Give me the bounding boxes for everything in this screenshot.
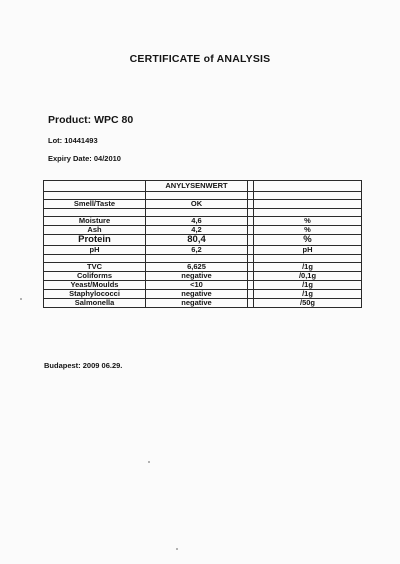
value-cell: 4,6 (146, 217, 248, 226)
table-row (44, 290, 362, 299)
value-cell: OK (146, 200, 248, 209)
unit-cell (254, 200, 362, 209)
unit-cell: % (254, 226, 362, 235)
lot-line: Lot: 10441493 (48, 136, 98, 145)
unit-cell: pH (254, 246, 362, 255)
scan-speck (20, 298, 22, 300)
value-cell (146, 192, 248, 200)
value-cell: 80,4 (146, 235, 248, 246)
unit-cell: % (254, 235, 362, 246)
unit-cell: /1g (254, 263, 362, 272)
scan-speck (148, 461, 150, 463)
table-row (44, 192, 362, 200)
param-cell: Coliforms (44, 272, 146, 281)
table-row (44, 226, 362, 235)
param-cell: Yeast/Moulds (44, 281, 146, 290)
value-cell: 6,625 (146, 263, 248, 272)
table-row (44, 209, 362, 217)
table-row (44, 235, 362, 246)
param-cell: Moisture (44, 217, 146, 226)
unit-cell: /0,1g (254, 272, 362, 281)
document-title: CERTIFICATE of ANALYSIS (129, 53, 271, 65)
unit-cell: % (254, 217, 362, 226)
param-cell (44, 255, 146, 263)
table-row (44, 299, 362, 308)
value-cell (146, 209, 248, 217)
param-cell: TVC (44, 263, 146, 272)
table-row (44, 263, 362, 272)
analysis-table (43, 180, 362, 308)
value-cell: 6,2 (146, 246, 248, 255)
value-cell (146, 255, 248, 263)
value-cell: negative (146, 299, 248, 308)
unit-cell (254, 192, 362, 200)
value-cell: negative (146, 272, 248, 281)
place-date-line: Budapest: 2009 06.29. (44, 361, 123, 370)
param-cell: Ash (44, 226, 146, 235)
value-cell: <10 (146, 281, 248, 290)
table-row (44, 281, 362, 290)
param-cell: Smell/Taste (44, 200, 146, 209)
table-header-row (44, 181, 362, 192)
table-row (44, 200, 362, 209)
expiry-line: Expiry Date: 04/2010 (48, 154, 121, 163)
header-value-cell: ANYLYSENWERT (146, 181, 248, 192)
table-row (44, 217, 362, 226)
table-row (44, 246, 362, 255)
table-row (44, 272, 362, 281)
header-param-cell (44, 181, 146, 192)
unit-cell: /50g (254, 299, 362, 308)
unit-cell: /1g (254, 290, 362, 299)
unit-cell (254, 255, 362, 263)
table-row (44, 255, 362, 263)
param-cell: Staphylococci (44, 290, 146, 299)
param-cell: Protein (44, 235, 146, 246)
scan-speck (176, 548, 178, 550)
value-cell: 4,2 (146, 226, 248, 235)
unit-cell (254, 209, 362, 217)
unit-cell: /1g (254, 281, 362, 290)
param-cell (44, 209, 146, 217)
param-cell (44, 192, 146, 200)
value-cell: negative (146, 290, 248, 299)
header-unit-cell (254, 181, 362, 192)
product-line: Product: WPC 80 (48, 114, 134, 126)
param-cell: Salmonella (44, 299, 146, 308)
param-cell: pH (44, 246, 146, 255)
